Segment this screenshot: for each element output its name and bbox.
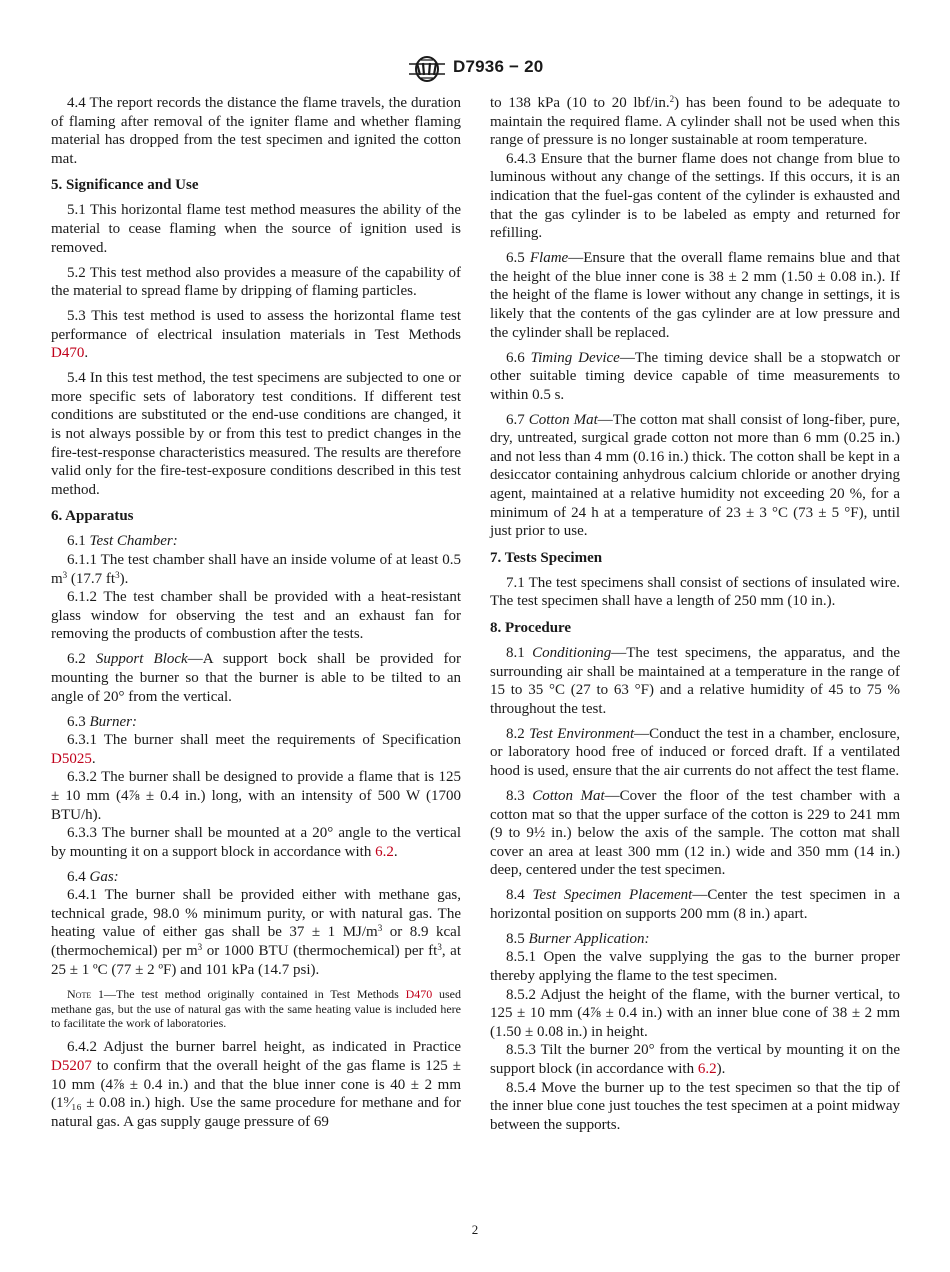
paragraph-6-4: 6.4 Gas:: [67, 868, 119, 885]
link-d5207[interactable]: D5207: [51, 1058, 92, 1075]
paragraph-6-2: 6.2 Support Block—A support bock shall be provided for mounting the burner so that the burner is able to be tilted to an angle of 20° from the vertical.: [51, 651, 461, 705]
paragraph-8-5: 8.5 Burner Application:: [506, 930, 650, 947]
paragraph-8-1: 8.1 Conditioning—The test specimens, the apparatus, and the surrounding air shall be maintained at a temperature in the range of 15 to 35 °C (27 to 63 °F) and a relative humidity of 45 to 75 % throughout the test.: [490, 644, 900, 717]
section-5-heading: 5. Significance and Use: [51, 177, 199, 194]
paragraph-6-4-2: 6.4.2 Adjust the burner barrel height, as indicated in Practice D5207 to confirm that the overall height of the gas flame is 125 ± 10 mm (4⅞ ± 0.4 in.) and that the blue inner cone is 40 ± 2 mm (1⁹⁄₁₆ ± 0.08 in.) high. Use the same procedure for methane and for natural gas. A gas supply gauge pressure of 69: [51, 1039, 461, 1130]
paragraph-6-6: 6.6 Timing Device—The timing device shall be a stopwatch or other suitable timing device capable of time measurements to within 0.5 s.: [490, 349, 900, 403]
document-id: D7936 − 20: [453, 57, 544, 76]
section-6-heading: 6. Apparatus: [51, 508, 134, 525]
paragraph-6-5: 6.5 Flame—Ensure that the overall flame remains blue and that the height of the blue inner cone is 38 ± 2 mm (1.50 ± 0.08 in.). If the height of the flame is lower without any change in settings, it is likely that the contents of the gas cylinder are at low pressure and the cylinder shall be replaced.: [490, 250, 900, 341]
paragraph-6-3-2: 6.3.2 The burner shall be designed to provide a flame that is 125 ± 10 mm (4⅞ ± 0.4 in.) long, with an intensity of 500 W (1700 BTU/h).: [51, 769, 461, 823]
section-7-heading: 7. Tests Specimen: [490, 549, 603, 566]
right-column: [490, 94, 900, 1134]
link-d5025[interactable]: D5025: [51, 750, 92, 767]
paragraph-8-5-3: 8.5.3 Tilt the burner 20° from the vertical by mounting it on the support block (in accordance with 6.2).: [490, 1042, 900, 1078]
paragraph-6-1-2: 6.1.2 The test chamber shall be provided with a heat-resistant glass window for observing the test and an exhaust fan for removing the products of combustion after the tests.: [51, 589, 461, 643]
link-section-6-2[interactable]: 6.2: [375, 843, 394, 860]
paragraph-5-2: 5.2 This test method also provides a measure of the capability of the material to spread flame by dripping of flaming particles.: [51, 264, 461, 300]
paragraph-6-3-3: 6.3.3 The burner shall be mounted at a 20° angle to the vertical by mounting it on a support block in accordance with 6.2.: [51, 825, 461, 860]
link-d470[interactable]: D470: [51, 345, 85, 362]
paragraph-5-3: 5.3 This test method is used to assess the horizontal flame test performance of electrical insulation materials in Test Methods D470.: [51, 308, 461, 362]
paragraph-5-1: 5.1 This horizontal flame test method measures the ability of the material to cease flaming when the source of ignition used is removed.: [51, 202, 461, 256]
paragraph-6-1-1: 6.1.1 The test chamber shall have an inside volume of at least 0.5 $m^3$ (17.7 $ft^3$).: [51, 552, 461, 587]
paragraph-6-3-1: 6.3.1 The burner shall meet the requirements of Specification D5025.: [51, 732, 461, 767]
link-section-6-2-b[interactable]: 6.2: [697, 1061, 717, 1078]
paragraph-8-2: 8.2 Test Environment—Conduct the test in a chamber, enclosure, or laboratory hood free of induced or forced draft. If a ventilated hood is used, ensure that the air currents do not affect the test flame.: [490, 725, 900, 779]
paragraph-6-1: 6.1 Test Chamber:: [67, 533, 178, 550]
astm-logo-icon: [407, 56, 447, 82]
paragraph-5-4: 5.4 In this test method, the test specimens are subjected to one or more specific sets of laboratory test conditions. If different test conditions are substituted or the end-use conditions are changed, it is not always possible by or from this test to predict changes in the fire-test-response characteristics measured. The results are therefore valid only for the fire-test-exposure conditions described in this test method.: [51, 370, 461, 498]
paragraph-8-4: 8.4 Test Specimen Placement—Center the test specimen in a horizontal position on supports 200 mm (8 in.) apart.: [490, 887, 901, 922]
paragraph-6-7: 6.7 Cotton Mat—The cotton mat shall consist of long-fiber, pure, dry, untreated, surgical grade cotton not more than 6 mm (0.25 in.) and not less than 4 mm (0.16 in.) thick. The cotton shall be kept in a desiccator containing anhydrous calcium chloride or another drying agent, maintained at a relative humidity not exceeding 20 %, for a minimum of 24 h at a temperature of 23 ± 3 °C (73 ± 5 °F), until just prior to use.: [490, 411, 900, 540]
page-header: [0, 56, 950, 86]
paragraph-6-4-3: 6.4.3 Ensure that the burner flame does not change from blue to luminous without any change of the settings. If this occurs, it is an indication that the fuel-gas content of the cylinder is exhausted and that the gas cylinder is to be labeled as empty and returned for refilling.: [490, 150, 900, 242]
link-d470-note[interactable]: D470: [405, 987, 433, 1002]
note-1: Note 1—The test method originally contained in Test Methods D470 used methane gas, but the use of natural gas with the same heating value is included here to facilitate the work of laboratories.: [51, 987, 462, 1031]
page-number: 2: [471, 1222, 479, 1237]
section-8-heading: 8. Procedure: [490, 620, 572, 636]
paragraph-8-3: 8.3 Cotton Mat—Cover the floor of the test chamber with a cotton mat so that the upper surface of the cotton is 229 to 241 mm (9 to 9½ in.) below the axis of the sample. The cotton mat shall cover an area at least 300 mm (12 in.) wide and 350 mm (14 in.) deep, centered under the test specimen.: [490, 787, 900, 879]
paragraph-7-1: 7.1 The test specimens shall consist of sections of insulated wire. The test specimen shall have a length of 250 mm (10 in.).: [490, 574, 900, 610]
left-column: [51, 94, 461, 1131]
paragraph-6-4-2-continued: to 138 kPa (10 to 20 lbf/in.$^2$) has been found to be adequate to maintain the required flame. A cylinder shall not be used when this range of pressure is no longer sustainable at room temperature.: [490, 94, 901, 149]
paragraph-4-4: 4.4 The report records the distance the flame travels, the duration of flaming after removal of the igniter flame and whether flaming material has dropped from the test specimen and ignited the cotton mat.: [51, 95, 461, 167]
paragraph-8-5-4: 8.5.4 Move the burner up to the test specimen so that the tip of the inner blue cone just touches the test specimen at a point midway between the supports.: [490, 1079, 900, 1133]
paragraph-6-4-1: 6.4.1 The burner shall be provided either with methane gas, technical grade, 98.0 % minimum purity, or with natural gas. The heating value of either gas shall be 37 ± 1 $MJ/m^3$ or 8.9 kcal (thermochemical) per $m^3$ or 1000 BTU (thermochemical) per $ft^3$, at 25 ± 1 ºC (77 ± 2 ºF) and 101 kPa (14.7 psi).: [51, 887, 462, 978]
paragraph-6-3: 6.3 Burner:: [67, 713, 137, 730]
paragraph-8-5-2: 8.5.2 Adjust the height of the flame, with the burner vertical, to 125 ± 10 mm (4⅞ ± 0.4 in.) with an inner blue cone of 38 ± 2 mm (1.50 ± 0.08 in.) in height.: [490, 986, 900, 1040]
paragraph-8-5-1: 8.5.1 Open the valve supplying the gas to the burner proper thereby applying the flame to the test specimen.: [490, 949, 900, 985]
